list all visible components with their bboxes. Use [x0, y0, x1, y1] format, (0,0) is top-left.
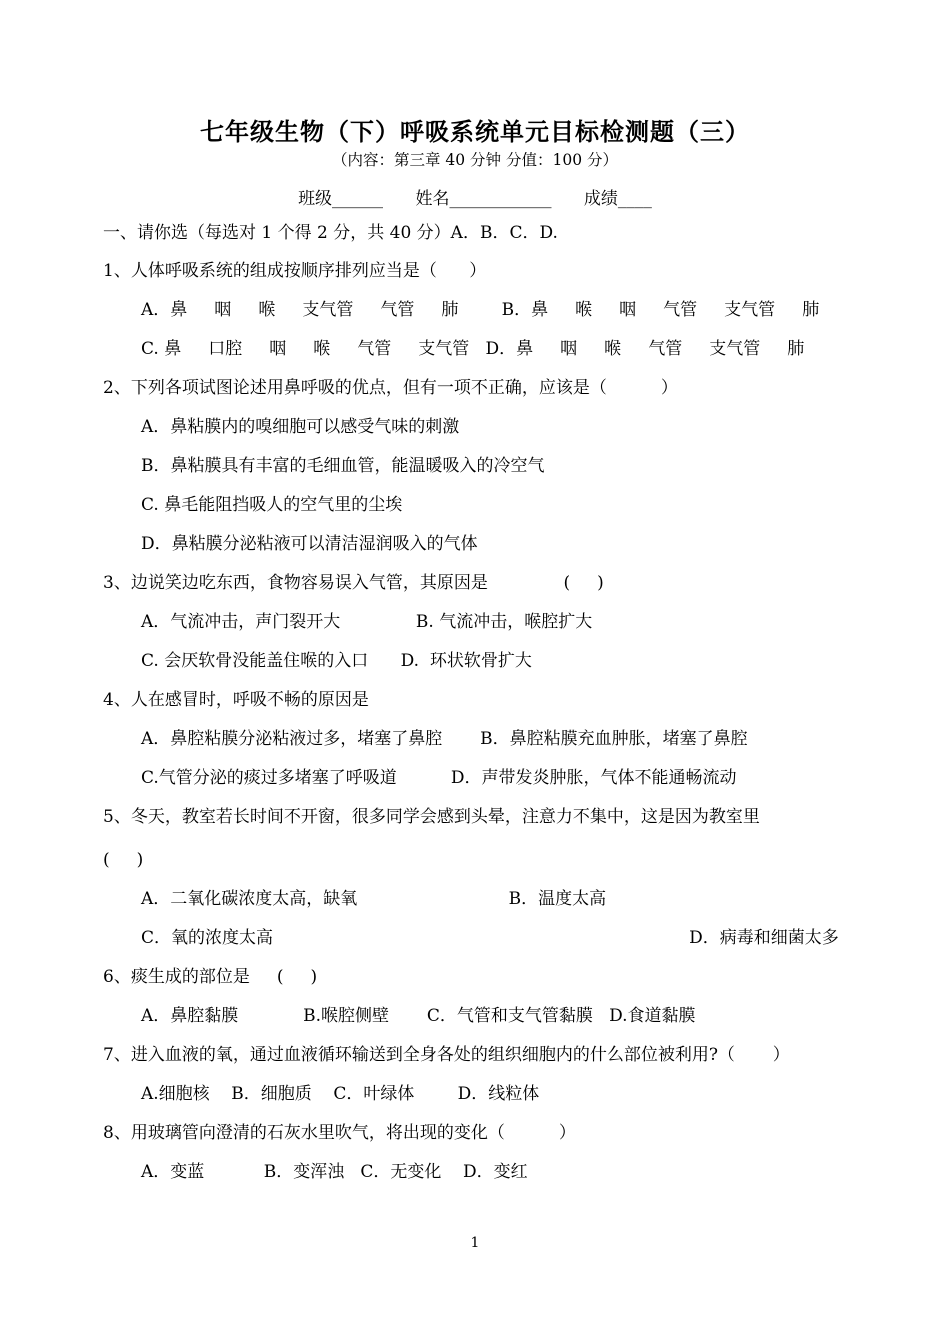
question-5-stem: 5、冬天，教室若长时间不开窗，很多同学会感到头晕，注意力不集中，这是因为教室里 [103, 807, 760, 827]
question-4-stem: 4、人在感冒时，呼吸不畅的原因是 [103, 690, 369, 710]
question-8-options: A．变蓝 B．变浑浊 C．无变化 D．变红 [141, 1162, 528, 1182]
question-2-option-c: C. 鼻毛能阻挡吸人的空气里的尘埃 [141, 495, 403, 515]
question-3-stem: 3、边说笑边吃东西，食物容易误入气管，其原因是 ( ) [103, 573, 604, 593]
section-heading: 一、请你选（每选对 1 个得 2 分，共 40 分）A．B．C．D. [103, 223, 558, 243]
question-5-options-ab: A．二氧化碳浓度太高，缺氧 B．温度太高 [141, 889, 607, 909]
question-6-options: A．鼻腔黏膜 B.喉腔侧壁 C．气管和支气管黏膜 D.食道黏膜 [141, 1006, 696, 1026]
question-2-option-a: A．鼻粘膜内的嗅细胞可以感受气味的刺激 [141, 417, 460, 437]
question-8-stem: 8、用玻璃管向澄清的石灰水里吹气，将出现的变化（ ） [103, 1123, 576, 1143]
question-2-stem: 2、下列各项试图论述用鼻呼吸的优点，但有一项不正确，应该是（ ） [103, 378, 678, 398]
question-1-stem: 1、人体呼吸系统的组成按顺序排列应当是（ ） [103, 261, 487, 281]
question-2-option-b: B．鼻粘膜具有丰富的毛细血管，能温暖吸入的冷空气 [141, 456, 545, 476]
question-7-stem: 7、进入血液的氧，通过血液循环输送到全身各处的组织细胞内的什么部位被利用?（ ） [103, 1045, 790, 1065]
question-4-options-cd: C.气管分泌的痰过多堵塞了呼吸道 D．声带发炎肿胀，气体不能通畅流动 [141, 768, 737, 788]
student-info-line: 班级______ 姓名____________ 成绩____ [298, 189, 652, 209]
question-5-answer-bracket: ( ) [103, 850, 144, 870]
question-1-options-cd: C. 鼻 口腔 咽 喉 气管 支气管 D．鼻 咽 喉 气管 支气管 肺 [141, 339, 805, 359]
question-3-options-cd: C. 会厌软骨没能盖住喉的入口 D. 环状软骨扩大 [141, 651, 532, 671]
question-1-options-ab: A．鼻 咽 喉 支气管 气管 肺 B．鼻 喉 咽 气管 支气管 肺 [141, 300, 820, 320]
page-number: 1 [470, 1235, 480, 1251]
question-7-options: A.细胞核 B．细胞质 C．叶绿体 D．线粒体 [141, 1084, 540, 1104]
question-6-stem: 6、痰生成的部位是 ( ) [103, 967, 318, 987]
question-5-options-cd: C．氧的浓度太高 D．病毒和细菌太多 [141, 928, 839, 948]
question-2-option-d: D．鼻粘膜分泌粘液可以清洁湿润吸入的气体 [141, 534, 478, 554]
question-3-options-ab: A．气流冲击，声门裂开大 B. 气流冲击，喉腔扩大 [141, 612, 593, 632]
question-4-options-ab: A．鼻腔粘膜分泌粘液过多，堵塞了鼻腔 B．鼻腔粘膜充血肿胀，堵塞了鼻腔 [141, 729, 748, 749]
exam-subtitle: （内容：第三章 40 分钟 分值：100 分） [331, 151, 619, 169]
page-title: 七年级生物（下）呼吸系统单元目标检测题（三） [200, 118, 750, 146]
